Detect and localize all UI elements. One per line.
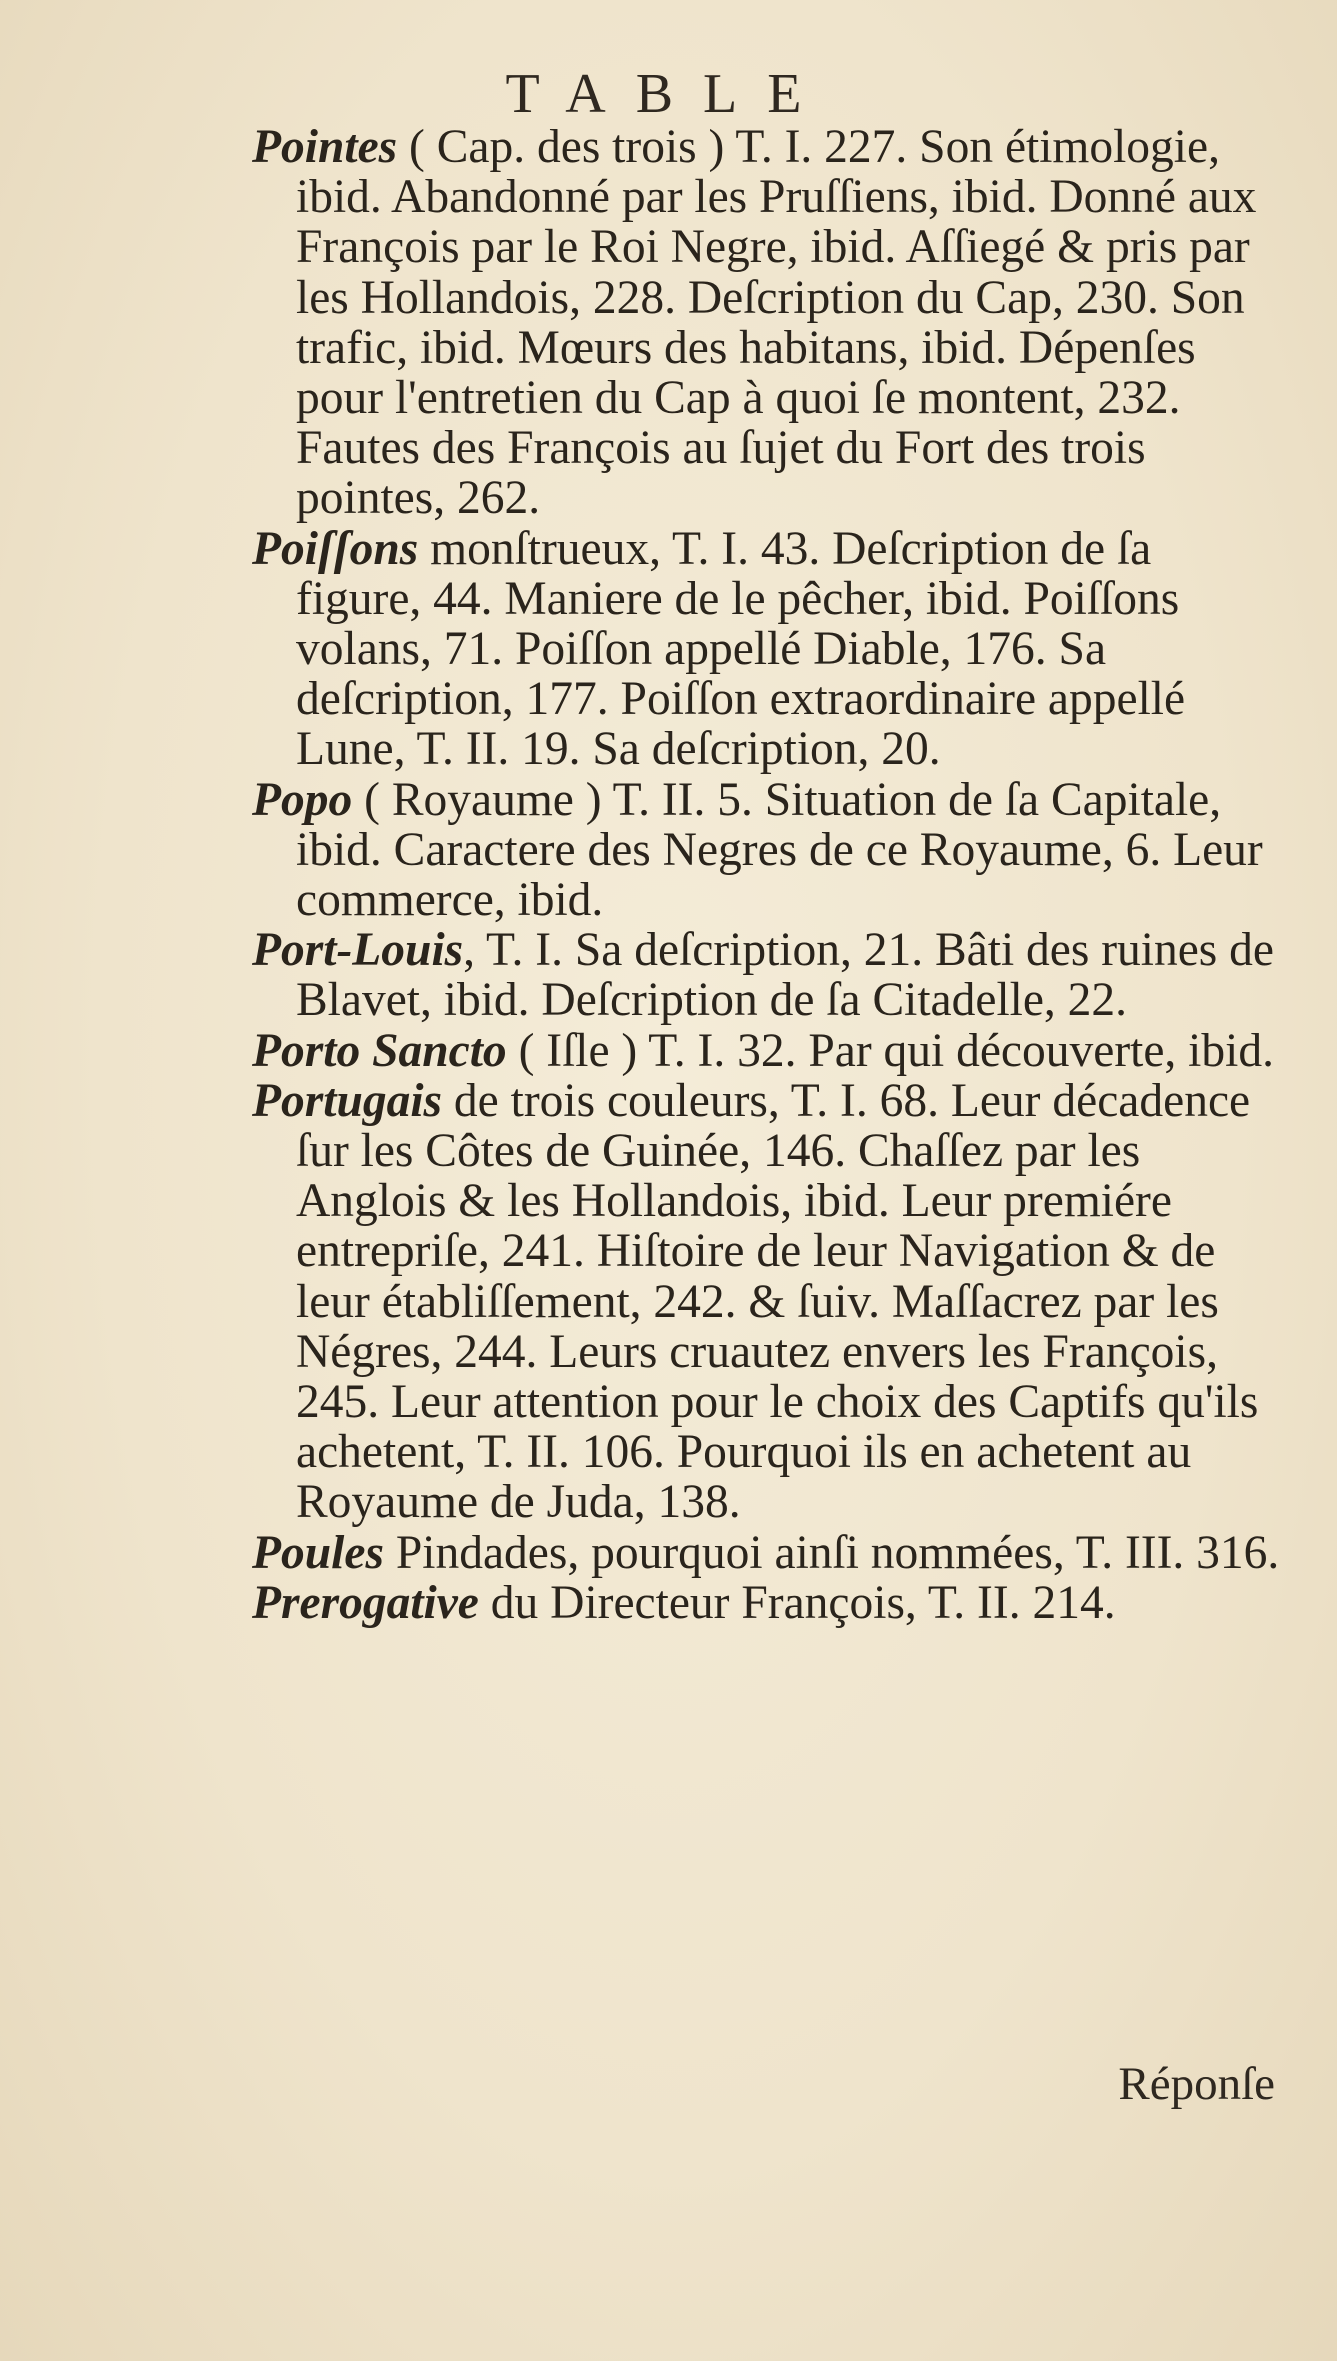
entry-headword: Popo: [252, 773, 353, 826]
entry-headword: Porto Sancto: [252, 1024, 507, 1077]
entry-headword: Poiſſons: [252, 522, 419, 575]
entry-headword: Poules: [252, 1526, 384, 1579]
index-entry: [252, 925, 1282, 1025]
index-entry: [252, 1528, 1282, 1578]
entry-text: du Directeur François, T. II. 214.: [478, 1576, 1116, 1629]
entry-text: monſtrueux, T. I. 43. Deſcription de ſa figure, 44. Maniere de le pêcher, ibid. Poiſſons volans, 71. Poiſſon appellé Diable, 176. Sa deſcription, 177. Poiſſon extraordinaire appellé Lune, T. II. 19. Sa deſcription, 20.: [296, 522, 1186, 776]
index-entry: [252, 1578, 1282, 1628]
entry-headword: Prerogative: [252, 1576, 479, 1629]
index-entry: [252, 1076, 1282, 1528]
index-entry: [252, 122, 1282, 524]
catchword: Réponſe: [1118, 2058, 1275, 2110]
entry-text: de trois couleurs, T. I. 68. Leur décadence ſur les Côtes de Guinée, 146. Chaſſez par les Anglois & les Hollandois, ibid. Leur premiére entrepriſe, 241. Hiſtoire de leur Navigation & de leur établiſſement, 242. & ſuiv. Maſſacrez par les Négres, 244. Leurs cruautez envers les François, 245. Leur attention pour le choix des Captifs qu'ils achetent, T. II. 106. Pourquoi ils en achetent au Royaume de Juda, 138.: [296, 1074, 1259, 1529]
index-entry: [252, 775, 1282, 926]
index-entry: [252, 1026, 1282, 1076]
entry-text: , T. I. Sa deſcription, 21. Bâti des ruines de Blavet, ibid. Deſcription de ſa Citadelle, 22.: [296, 924, 1275, 1027]
entry-text: ( Royaume ) T. II. 5. Situation de ſa Capitale, ibid. Caractere des Negres de ce Royaume, 6. Leur commerce, ibid.: [296, 773, 1263, 927]
entry-headword: Pointes: [252, 121, 398, 173]
index-entries: [252, 122, 1282, 1628]
entry-headword: Portugais: [252, 1074, 443, 1127]
entry-headword: Port-Louis: [252, 924, 464, 977]
entry-text: ( Cap. des trois ) T. I. 227. Son étimologie, ibid. Abandonné par les Pruſſiens, ibid. Donné aux François par le Roi Negre, ibid. Aſſiegé & pris par les Hollandois, 228. Deſcription du Cap, 230. Son trafic, ibid. Mœurs des habitans, ibid. Dépenſes pour l'entretien du Cap à quoi ſe montent, 232. Fautes des François au ſujet du Fort des trois pointes, 262.: [296, 121, 1257, 525]
page-header: TABLE: [505, 63, 832, 125]
index-entry: [252, 524, 1282, 775]
entry-text: ( Iſle ) T. I. 32. Par qui découverte, ibid.: [506, 1024, 1274, 1077]
entry-text: Pindades, pourquoi ainſi nommées, T. III. 316.: [383, 1526, 1280, 1579]
